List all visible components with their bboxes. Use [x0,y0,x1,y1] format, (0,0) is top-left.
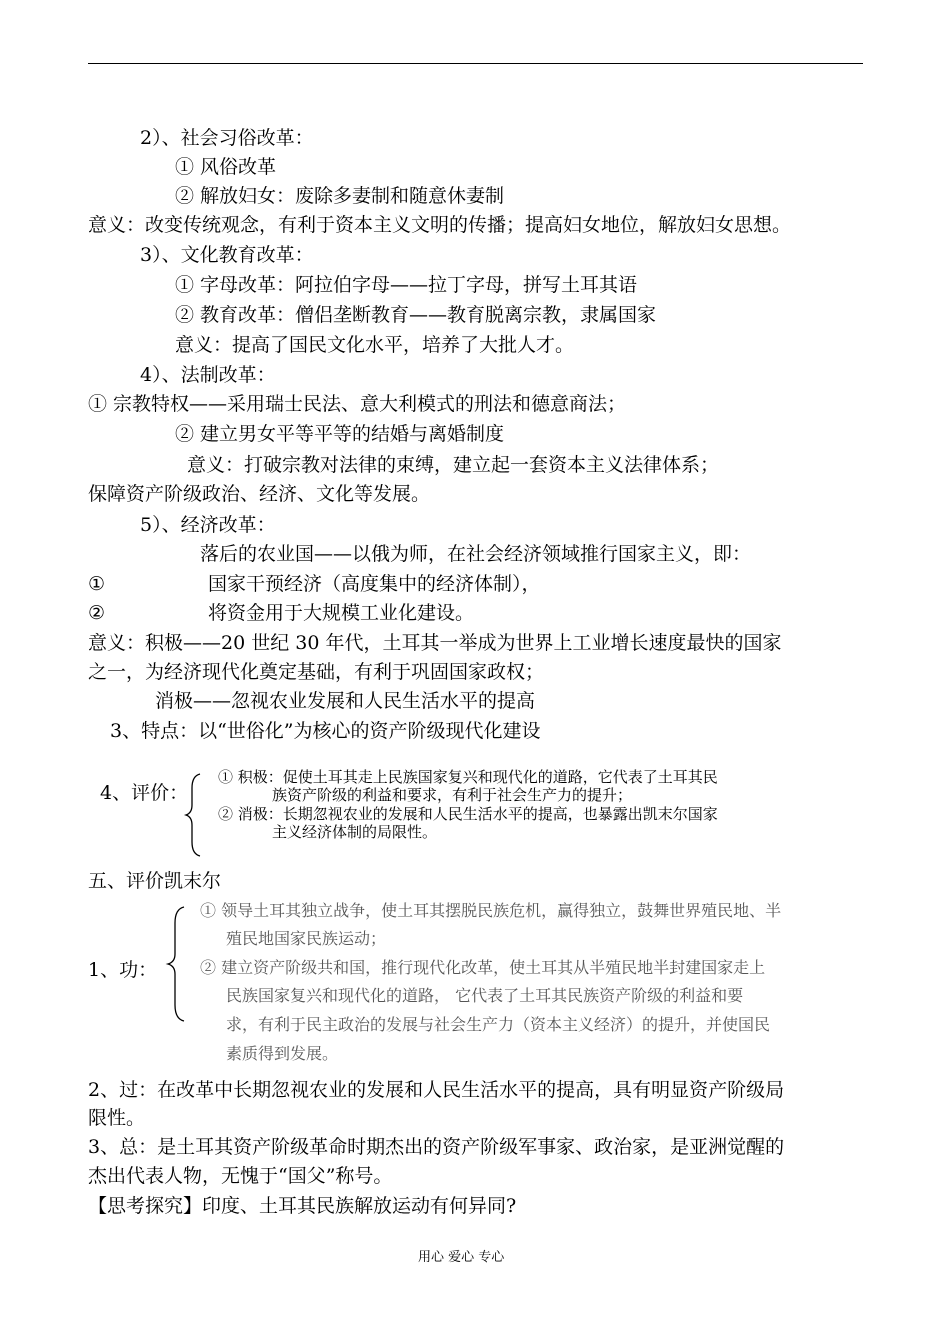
summary-line-2: 杰出代表人物，无愧于“国父”称号。 [88,1165,393,1187]
merit-2-line-3: 求，有利于民主政治的发展与社会生产力（资本主义经济）的提升，并使国民 [226,1015,771,1034]
section4-significance-1: 意义：打破宗教对法律的束缚，建立起一套资本主义法律体系； [187,454,720,476]
section4-item2: ② 建立男女平等平等的结婚与离婚制度 [175,423,505,445]
section4-significance-2: 保障资产阶级政治、经济、文化等发展。 [88,483,431,505]
section5-significance-2: 之一，为经济现代化奠定基础，有利于巩固国家政权； [88,661,545,683]
merit-2-line-1: ② 建立资产阶级共和国，推行现代化改革，使土耳其从半殖民地半封建国家走上 [200,958,766,977]
evaluation-label: 4、评价： [100,782,189,804]
merit-brace [166,905,188,1023]
evaluation-brace [184,772,204,858]
page-footer: 用心 爱心 专心 [418,1250,505,1265]
fault-line-1: 2、过：在改革中长期忽视农业的发展和人民生活水平的提高，具有明显资产阶级局 [88,1079,785,1101]
evaluation-negative-1: ② 消极：长期忽视农业的发展和人民生活水平的提高，也暴露出凯末尔国家 [218,805,718,823]
section3-heading: 3）、文化教育改革： [140,244,314,266]
merit-label: 1、功： [88,959,158,981]
section5-item1-text: 国家干预经济（高度集中的经济体制）， [208,573,541,595]
section2-heading: 2）、社会习俗改革： [140,127,314,149]
features-line: 3、特点：以“世俗化”为核心的资产阶级现代化建设 [110,720,541,742]
section5-item2-text: 将资金用于大规模工业化建设。 [208,602,475,624]
section5-item2-num: ② [88,602,106,624]
summary-line-1: 3、总：是土耳其资产阶级革命时期杰出的资产阶级军事家、政治家，是亚洲觉醒的 [88,1136,785,1158]
evaluation-positive-1: ① 积极：促使土耳其走上民族国家复兴和现代化的道路，它代表了土耳其民 [218,768,718,786]
merit-1-line-2: 殖民地国家民族运动； [226,929,387,948]
section5-item1-num: ① [88,573,106,595]
section2-item2: ② 解放妇女：废除多妻制和随意休妻制 [175,185,505,207]
section5-significance-3: 消极——忽视农业发展和人民生活水平的提高 [155,690,536,712]
merit-2-line-2: 民族国家复兴和现代化的道路， 它代表了土耳其民族资产阶级的利益和要 [226,986,744,1005]
merit-2-line-4: 素质得到发展。 [226,1044,339,1063]
section4-item1: ① 宗教特权——采用瑞士民法、意大利模式的刑法和德意商法； [88,393,627,415]
header-rule [88,63,863,64]
part5-heading: 五、评价凯末尔 [88,870,222,892]
section3-item1: ① 字母改革：阿拉伯字母——拉丁字母，拼写土耳其语 [175,274,638,296]
section4-heading: 4）、法制改革： [140,364,276,386]
think-question: 【思考探究】印度、土耳其民族解放运动有何异同? [88,1195,517,1217]
merit-1-line-1: ① 领导土耳其独立战争，使土耳其摆脱民族危机，赢得独立，鼓舞世界殖民地、半 [200,901,782,920]
section3-significance: 意义：提高了国民文化水平，培养了大批人才。 [175,334,575,356]
evaluation-positive-2: 族资产阶级的利益和要求，有利于社会生产力的提升； [272,786,633,804]
section5-significance-1: 意义：积极——20 世纪 30 年代，土耳其一举成为世界上工业增长速度最快的国家 [88,632,782,654]
evaluation-negative-2: 主义经济体制的局限性。 [272,823,438,841]
fault-line-2: 限性。 [88,1107,146,1129]
section2-item1: ① 风俗改革 [175,156,277,178]
section5-heading: 5）、经济改革： [140,514,276,536]
section5-intro: 落后的农业国——以俄为师，在社会经济领域推行国家主义，即： [200,543,752,565]
section3-item2: ② 教育改革：僧侣垄断教育——教育脱离宗教，隶属国家 [175,304,657,326]
section2-significance: 意义：改变传统观念，有利于资本主义文明的传播；提高妇女地位，解放妇女思想。 [88,214,792,236]
